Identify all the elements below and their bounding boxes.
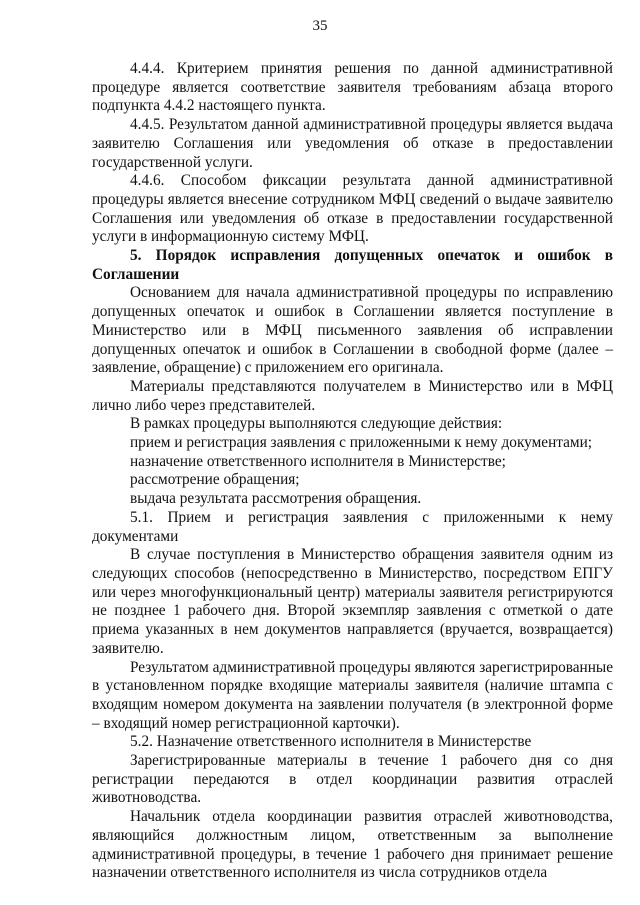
paragraph: 5.1. Прием и регистрация заявления с приложенными к нему документами: [92, 508, 613, 545]
paragraph: Начальник отдела координации развития отраслей животноводства, являющийся должностным лицом, ответственным за выполнение административной процедуры, в течение 1 рабочего дня принимает решение назначении ответственного исполнителя из числа сотрудников отдела: [92, 808, 613, 882]
paragraph: Результатом административной процедуры являются зарегистрированные в установленном порядке входящие материалы заявителя (наличие штампа с входящим номером документа на заявлении получателя (в электронной форме – входящий номер регистрационной карточки).: [92, 658, 613, 732]
paragraph: 4.4.4. Критерием принятия решения по данной административной процедуре является соответствие заявителя требованиям абзаца второго подпункта 4.4.2 настоящего пункта.: [92, 60, 613, 115]
list-item: назначение ответственного исполнителя в Министерстве;: [130, 452, 506, 470]
paragraph: 4.4.6. Способом фиксации результата данной административной процедуры является внесение сотрудником МФЦ сведений о выдаче заявителю Соглашения или уведомления об отказе в предоставлении государственной услуги в информационную систему МФЦ.: [92, 172, 613, 246]
paragraph: Основанием для начала административной процедуры по исправлению допущенных опечаток и ошибок в Соглашении является поступление в Министерство или в МФЦ письменного заявления об исправлении допущенных опечаток и ошибок в Соглашении в свободной форме (далее – заявление, обращение) с приложением его оригинала.: [92, 284, 613, 377]
paragraph: 5.2. Назначение ответственного исполнителя в Министерстве: [130, 733, 532, 751]
section-heading: 5. Порядок исправления допущенных опечаток и ошибок в Соглашении: [92, 247, 613, 283]
list-item: рассмотрение обращения;: [130, 471, 300, 489]
list-item: прием и регистрация заявления с приложенными к нему документами;: [130, 434, 593, 452]
paragraph: В случае поступления в Министерство обращения заявителя одним из следующих способов (непосредственно в Министерство, посредством ЕПГУ или через многофункциональный центр) материалы заявителя регистрируются не позднее 1 рабочего дня. Второй экземпляр заявления с отметкой о дате приема указанных в нем документов направляется (вручается, возвращается) заявителю.: [92, 546, 613, 657]
paragraph: Материалы представляются получателем в Министерство или в МФЦ лично либо через представителей.: [92, 377, 613, 414]
document-body: [92, 60, 613, 883]
paragraph: Зарегистрированные материалы в течение 1 рабочего дня со дня регистрации передаются в отдел координации развития отраслей животноводства.: [92, 752, 613, 807]
paragraph: В рамках процедуры выполняются следующие действия:: [130, 415, 503, 433]
paragraph: 4.4.5. Результатом данной административной процедуры является выдача заявителю Соглашения или уведомления об отказе в предоставлении государственной услуги.: [92, 116, 613, 171]
page-number: 35: [312, 18, 328, 34]
list-item: выдача результата рассмотрения обращения.: [130, 490, 422, 508]
